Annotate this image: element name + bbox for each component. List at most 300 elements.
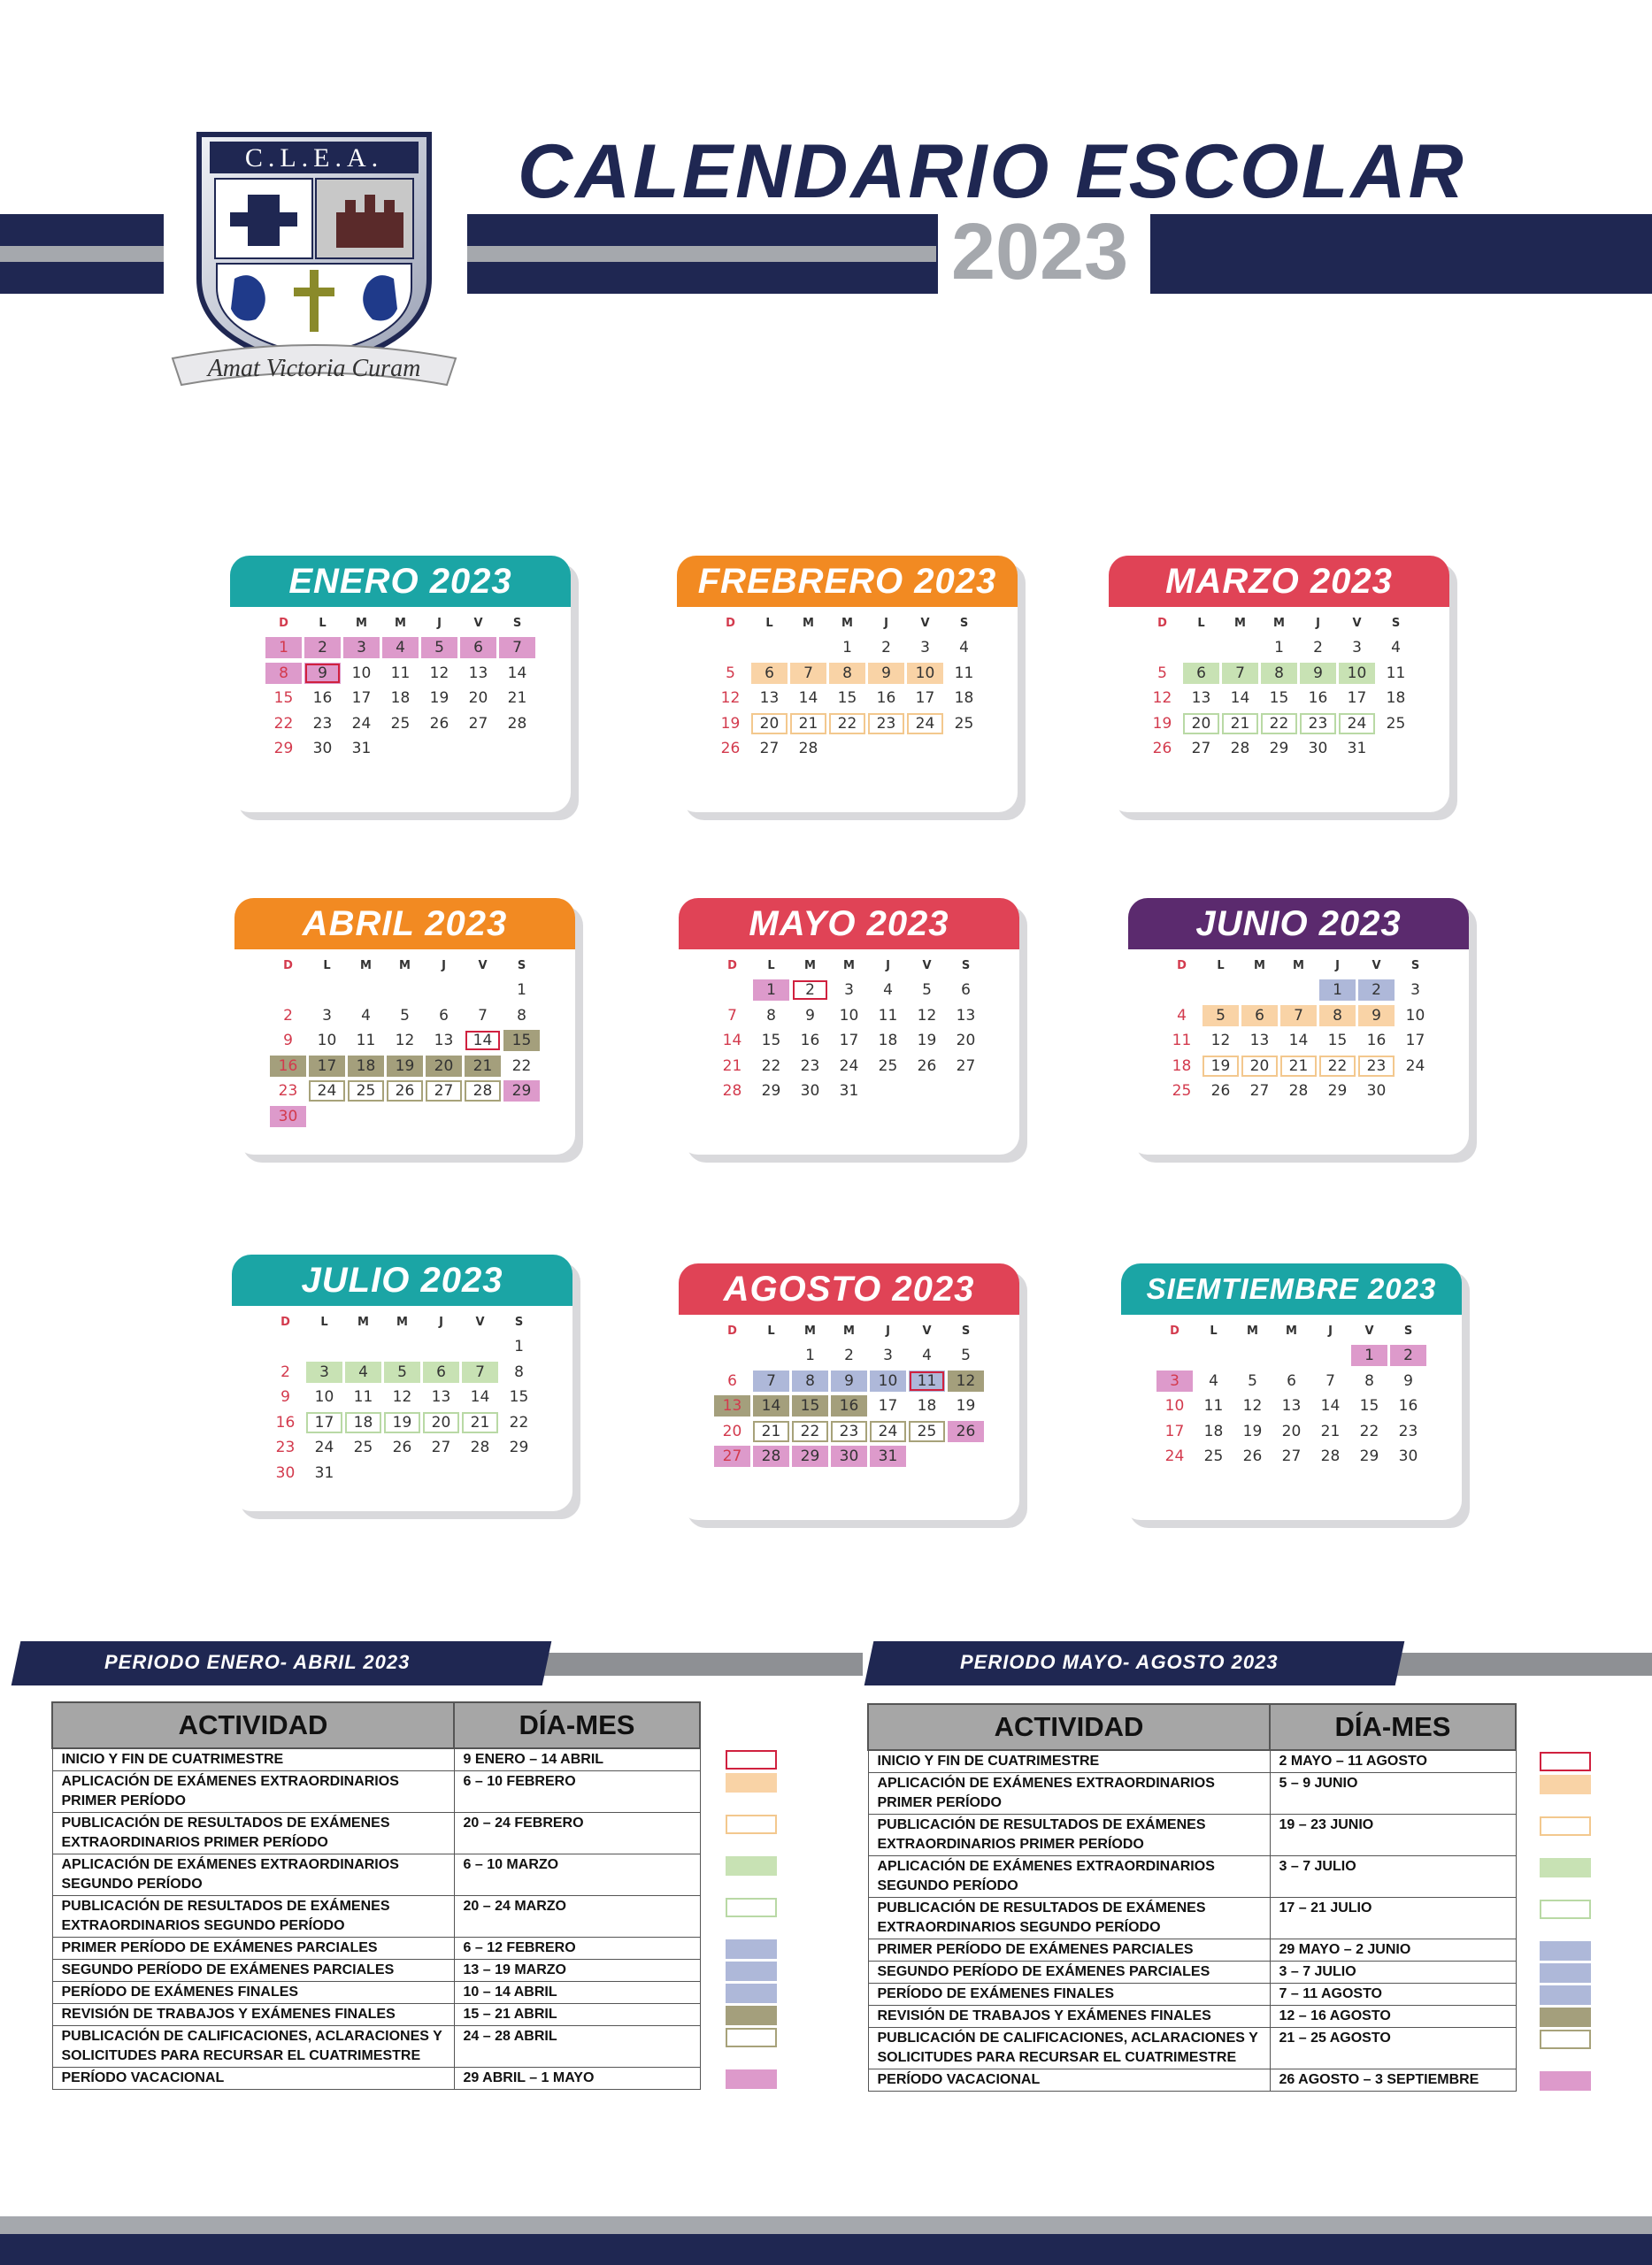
calendar-day: 30: [800, 1082, 820, 1101]
calendar-day: 17: [351, 689, 372, 708]
calendar-day: 30: [1398, 1447, 1418, 1466]
calendar-day: 12: [395, 1032, 415, 1050]
month-card: [1121, 1263, 1462, 1520]
weekday-label: M: [396, 1316, 408, 1329]
weekday-label: V: [473, 617, 483, 630]
calendar-day: 22: [1319, 1056, 1356, 1077]
calendar-day: 7: [1222, 663, 1258, 684]
table-row: [52, 2004, 700, 2026]
weekday-label: J: [1316, 617, 1320, 630]
calendar-day: 21: [1222, 713, 1258, 734]
activity-cell: PUBLICACIÓN DE RESULTADOS DE EXÁMENES EXTRAORDINARIOS SEGUNDO PERÍODO: [868, 1898, 1270, 1939]
calendar-day: 22: [761, 1056, 781, 1075]
legend-swatch: [726, 1856, 777, 1876]
weekday-label: S: [959, 617, 969, 630]
calendar-day: 22: [1359, 1422, 1379, 1440]
calendar-day: 17: [1164, 1422, 1185, 1440]
table-row: [868, 2006, 1516, 2028]
calendar-day: 30: [1366, 1082, 1387, 1101]
weekday-label: L: [767, 1324, 775, 1338]
table-row: [52, 1748, 700, 1771]
calendar-day: 2: [283, 1006, 293, 1025]
calendar-day: 17: [309, 1056, 345, 1077]
calendar-day: 10: [351, 664, 372, 682]
weekday-label: L: [1217, 959, 1225, 972]
date-cell: 6 – 10 MARZO: [454, 1854, 700, 1896]
table-row: [52, 1960, 700, 1982]
weekday-label: M: [1254, 959, 1265, 972]
weekday-label: J: [437, 617, 442, 630]
weekday-label: D: [726, 617, 735, 630]
footer-stripe: [0, 2216, 1652, 2234]
calendar-day: 25: [390, 714, 411, 733]
calendar-day: 23: [1300, 713, 1336, 734]
weekday-label: M: [1286, 1324, 1297, 1338]
calendar-day: 20: [426, 1056, 462, 1077]
date-cell: 12 – 16 AGOSTO: [1270, 2006, 1516, 2028]
calendar-day: 8: [1319, 1005, 1356, 1026]
calendar-day: 16: [1398, 1397, 1418, 1416]
calendar-day: 14: [722, 1032, 742, 1050]
calendar-day: 4: [1177, 1006, 1187, 1025]
calendar-day: 28: [465, 1080, 501, 1102]
activity-cell: APLICACIÓN DE EXÁMENES EXTRAORDINARIOS PRIMER PERÍODO: [868, 1773, 1270, 1815]
calendar-day: 9: [868, 663, 904, 684]
activity-cell: APLICACIÓN DE EXÁMENES EXTRAORDINARIOS SEGUNDO PERÍODO: [868, 1856, 1270, 1898]
weekday-label: S: [512, 617, 522, 630]
calendar-day: 12: [1152, 689, 1172, 708]
crest-initials: C.L.E.A.: [244, 143, 384, 173]
calendar-day: 30: [270, 1106, 306, 1127]
calendar-day: 1: [1274, 639, 1284, 656]
weekday-label: M: [843, 1324, 855, 1338]
calendar-day: 18: [1172, 1056, 1192, 1075]
calendar-day: 6: [439, 1006, 449, 1025]
table-row: [52, 2026, 700, 2068]
month-card: [1109, 556, 1449, 812]
calendar-day: 3: [1410, 981, 1420, 999]
calendar-day: 21: [1320, 1422, 1341, 1440]
calendar-day: 28: [753, 1446, 789, 1467]
calendar-day: 15: [761, 1032, 781, 1050]
legend-swatch: [1540, 1963, 1591, 1983]
calendar-day: 5: [1157, 664, 1167, 682]
calendar-day: 8: [265, 663, 302, 684]
calendar-day: 17: [839, 1032, 859, 1050]
calendar-day: 29: [273, 740, 294, 758]
activity-cell: PERÍODO DE EXÁMENES FINALES: [52, 1982, 454, 2004]
table-row: [868, 1815, 1516, 1856]
header-stripe-right: [467, 246, 936, 262]
calendar-day: 6: [1183, 663, 1219, 684]
weekday-label: J: [442, 959, 446, 972]
weekday-label: D: [283, 959, 293, 972]
weekday-label: M: [843, 959, 855, 972]
calendar-day: 10: [1339, 663, 1375, 684]
calendar-day: 26: [720, 740, 741, 758]
calendar-day: 13: [434, 1032, 454, 1050]
calendar-day: 16: [275, 1413, 296, 1432]
calendar-day: 25: [1386, 714, 1406, 733]
calendar-day: 20: [956, 1032, 976, 1050]
legend-swatch: [1540, 1941, 1591, 1961]
calendar-day: 14: [1320, 1397, 1341, 1416]
calendar-day: 17: [878, 1397, 898, 1416]
calendar-day: 23: [868, 713, 904, 734]
calendar-day: 24: [1405, 1056, 1425, 1075]
calendar-day: 15: [509, 1388, 529, 1407]
weekday-label: L: [320, 1316, 328, 1329]
calendar-day: 21: [1280, 1056, 1317, 1077]
calendar-day: 10: [839, 1006, 859, 1025]
legend-swatch: [726, 2006, 777, 2025]
calendar-day: 29: [1327, 1082, 1348, 1101]
date-cell: 29 MAYO – 2 JUNIO: [1270, 1939, 1516, 1962]
weekday-label: D: [727, 1324, 737, 1338]
calendar-day: 5: [400, 1006, 410, 1025]
calendar-day: 24: [314, 1439, 334, 1457]
calendar-day: 2: [881, 639, 891, 656]
month-card: [232, 1255, 572, 1511]
weekday-label: M: [1234, 617, 1246, 630]
month-title: MARZO 2023: [1109, 556, 1449, 607]
table-row: [868, 1962, 1516, 1984]
month-card: [1128, 898, 1469, 1155]
weekday-label: J: [439, 1316, 443, 1329]
weekday-label: D: [1157, 617, 1167, 630]
date-cell: 15 – 21 ABRIL: [454, 2004, 700, 2026]
weekday-label: S: [517, 959, 526, 972]
activity-cell: SEGUNDO PERÍODO DE EXÁMENES PARCIALES: [868, 1962, 1270, 1984]
calendar-day: 31: [839, 1082, 859, 1101]
calendar-day: 13: [1281, 1397, 1302, 1416]
weekday-label: S: [1391, 617, 1401, 630]
calendar-day: 15: [273, 689, 294, 708]
calendar-day: 30: [1308, 740, 1328, 758]
calendar-day: 26: [392, 1439, 412, 1457]
calendar-day: 14: [465, 1030, 501, 1051]
date-cell: 20 – 24 FEBRERO: [454, 1813, 700, 1854]
calendar-day: 20: [468, 689, 488, 708]
legend-swatch: [1540, 1752, 1591, 1771]
weekday-label: M: [1247, 1324, 1258, 1338]
calendar-day: 1: [753, 979, 789, 1001]
table-row: [52, 1938, 700, 1960]
calendar-day: 31: [870, 1446, 906, 1467]
calendar-day: 11: [878, 1006, 898, 1025]
calendar-day: 12: [392, 1388, 412, 1407]
date-cell: 3 – 7 JULIO: [1270, 1856, 1516, 1898]
calendar-day: 16: [800, 1032, 820, 1050]
table-row: [52, 2068, 700, 2090]
calendar-day: 4: [1391, 639, 1401, 656]
table-row: [868, 1939, 1516, 1962]
calendar-day: 13: [431, 1388, 451, 1407]
calendar-day: 14: [753, 1395, 789, 1417]
calendar-day: 2: [1390, 1345, 1426, 1366]
weekday-label: D: [279, 617, 288, 630]
calendar-day: 23: [275, 1439, 296, 1457]
calendar-day: 14: [798, 689, 818, 708]
calendar-day: 5: [421, 637, 457, 658]
date-cell: 24 – 28 ABRIL: [454, 2026, 700, 2068]
table-row: [868, 1984, 1516, 2006]
month-title: SIEMTIEMBRE 2023: [1121, 1263, 1462, 1315]
date-cell: 19 – 23 JUNIO: [1270, 1815, 1516, 1856]
calendar-day: 31: [314, 1464, 334, 1482]
weekday-label: V: [920, 617, 930, 630]
calendar-day: 5: [1248, 1371, 1257, 1390]
table-row: [52, 1813, 700, 1854]
calendar-day: 27: [426, 1080, 462, 1102]
calendar-day: 20: [722, 1422, 742, 1440]
legend-swatch: [726, 2069, 777, 2089]
weekday-label: M: [1273, 617, 1285, 630]
calendar-day: 7: [1325, 1371, 1335, 1390]
activity-cell: INICIO Y FIN DE CUATRIMESTRE: [868, 1750, 1270, 1773]
legend-swatch: [1540, 1858, 1591, 1877]
calendar-day: 3: [920, 639, 930, 656]
weekday-label: M: [1293, 959, 1304, 972]
legend-swatch: [726, 1984, 777, 2003]
calendar-day: 7: [462, 1362, 498, 1383]
calendar-day: 21: [790, 713, 826, 734]
calendar-day: 8: [1261, 663, 1297, 684]
calendar-day: 23: [1398, 1422, 1418, 1440]
calendar-day: 3: [1156, 1371, 1193, 1392]
date-cell: 6 – 12 FEBRERO: [454, 1938, 700, 1960]
calendar-day: 10: [1164, 1397, 1185, 1416]
calendar-day: 31: [1347, 740, 1367, 758]
calendar-day: 24: [309, 1080, 345, 1102]
weekday-label: S: [1410, 959, 1420, 972]
calendar-day: 11: [954, 664, 974, 682]
table-row: [868, 2069, 1516, 2092]
calendar-day: 6: [961, 981, 971, 999]
calendar-day: 26: [1152, 740, 1172, 758]
calendar-day: 28: [798, 740, 818, 758]
period-title-left: PERIODO ENERO- ABRIL 2023: [104, 1651, 411, 1673]
calendar-day: 22: [509, 1413, 529, 1432]
legend-swatch: [1540, 1900, 1591, 1919]
calendar-day: 3: [1352, 639, 1362, 656]
weekday-label: V: [922, 959, 932, 972]
calendar-day: 8: [514, 1363, 524, 1381]
calendar-day: 7: [727, 1006, 737, 1025]
calendar-day: 17: [1347, 689, 1367, 708]
weekday-label: V: [1352, 617, 1362, 630]
calendar-day: 4: [922, 1347, 932, 1364]
activity-cell: PUBLICACIÓN DE CALIFICACIONES, ACLARACIONES Y SOLICITUDES PARA RECURSAR EL CUATRIMESTRE: [868, 2028, 1270, 2069]
date-cell: 9 ENERO – 14 ABRIL: [454, 1748, 700, 1771]
calendar-day: 18: [878, 1032, 898, 1050]
calendar-day: 3: [306, 1362, 342, 1383]
calendar-day: 21: [722, 1056, 742, 1075]
calendar-day: 14: [1230, 689, 1250, 708]
calendar-day: 9: [1403, 1371, 1413, 1390]
weekday-label: J: [1335, 959, 1340, 972]
calendar-day: 7: [790, 663, 826, 684]
calendar-day: 16: [1308, 689, 1328, 708]
calendar-day: 15: [792, 1395, 828, 1417]
calendar-day: 11: [1203, 1397, 1224, 1416]
calendar-day: 28: [507, 714, 527, 733]
calendar-day: 10: [1405, 1006, 1425, 1025]
calendar-day: 4: [959, 639, 969, 656]
activity-cell: PUBLICACIÓN DE RESULTADOS DE EXÁMENES EXTRAORDINARIOS SEGUNDO PERÍODO: [52, 1896, 454, 1938]
legend-swatch: [726, 1939, 777, 1959]
calendar-day: 19: [1203, 1056, 1239, 1077]
calendar-day: 29: [761, 1082, 781, 1101]
calendar-day: 4: [1209, 1371, 1218, 1390]
weekday-label: M: [803, 617, 814, 630]
calendar-day: 19: [1242, 1422, 1263, 1440]
calendar-day: 18: [345, 1412, 381, 1433]
calendar-day: 27: [1249, 1082, 1270, 1101]
calendar-day: 15: [837, 689, 857, 708]
table-row: [52, 1854, 700, 1896]
calendar-day: 1: [1351, 1345, 1387, 1366]
period-stripe-left: [531, 1653, 863, 1676]
calendar-day: 27: [468, 714, 488, 733]
calendar-day: 29: [509, 1439, 529, 1457]
calendar-day: 21: [462, 1412, 498, 1433]
calendar-day: 25: [954, 714, 974, 733]
calendar-day: 28: [470, 1439, 490, 1457]
calendar-day: 24: [870, 1421, 906, 1442]
calendar-day: 12: [429, 664, 449, 682]
calendar-day: 14: [470, 1388, 490, 1407]
calendar-day: 2: [792, 979, 828, 1001]
calendar-day: 29: [503, 1080, 540, 1102]
date-cell: 13 – 19 MARZO: [454, 1960, 700, 1982]
calendar-day: 19: [1152, 714, 1172, 733]
calendar-day: 18: [917, 1397, 937, 1416]
legend-swatch: [1540, 1816, 1591, 1836]
date-cell: 6 – 10 FEBRERO: [454, 1771, 700, 1813]
calendar-day: 7: [753, 1371, 789, 1392]
activity-cell: REVISIÓN DE TRABAJOS Y EXÁMENES FINALES: [52, 2004, 454, 2026]
weekday-label: J: [1328, 1324, 1333, 1338]
month-title: FREBRERO 2023: [677, 556, 1018, 607]
calendar-day: 13: [714, 1395, 750, 1417]
table-row: [868, 1750, 1516, 1773]
calendar-day: 26: [387, 1080, 423, 1102]
month-card: [230, 556, 571, 812]
calendar-day: 5: [922, 981, 932, 999]
calendar-day: 17: [915, 689, 935, 708]
activity-cell: REVISIÓN DE TRABAJOS Y EXÁMENES FINALES: [868, 2006, 1270, 2028]
weekday-label: S: [961, 1324, 971, 1338]
weekday-label: L: [1197, 617, 1205, 630]
calendar-day: 24: [351, 714, 372, 733]
calendar-day: 2: [1313, 639, 1323, 656]
calendar-day: 13: [1191, 689, 1211, 708]
calendar-day: 28: [1288, 1082, 1309, 1101]
calendar-day: 9: [1358, 1005, 1395, 1026]
calendar-day: 8: [792, 1371, 828, 1392]
calendar-day: 17: [1405, 1032, 1425, 1050]
calendar-day: 24: [1339, 713, 1375, 734]
weekday-label: M: [804, 1324, 816, 1338]
weekday-label: V: [478, 959, 488, 972]
table-row: [52, 1771, 700, 1813]
table-row: [52, 1982, 700, 2004]
calendar-day: 29: [792, 1446, 828, 1467]
activity-cell: PRIMER PERÍODO DE EXÁMENES PARCIALES: [868, 1939, 1270, 1962]
page-title: CALENDARIO ESCOLAR: [518, 129, 1466, 214]
calendar-day: 19: [956, 1397, 976, 1416]
calendar-day: 6: [460, 637, 496, 658]
weekday-label: M: [804, 959, 816, 972]
calendar-day: 20: [1281, 1422, 1302, 1440]
calendar-day: 19: [384, 1412, 420, 1433]
calendar-day: 12: [948, 1371, 984, 1392]
activity-table: [51, 1701, 701, 2090]
calendar-day: 18: [390, 689, 411, 708]
weekday-label: L: [1210, 1324, 1218, 1338]
calendar-day: 22: [1261, 713, 1297, 734]
calendar-day: 20: [1183, 713, 1219, 734]
table-row: [868, 1898, 1516, 1939]
calendar-day: 24: [907, 713, 943, 734]
weekday-label: J: [886, 959, 890, 972]
calendar-day: 26: [1242, 1447, 1263, 1466]
calendar-day: 11: [909, 1371, 945, 1392]
calendar-day: 12: [720, 689, 741, 708]
calendar-day: 7: [478, 1006, 488, 1025]
column-header-activity: ACTIVIDAD: [868, 1704, 1270, 1750]
weekday-label: V: [1372, 959, 1381, 972]
calendar-day: 17: [306, 1412, 342, 1433]
calendar-day: 5: [961, 1347, 971, 1364]
activity-cell: PERÍODO VACACIONAL: [52, 2068, 454, 2090]
period-title-right: PERIODO MAYO- AGOSTO 2023: [960, 1651, 1279, 1673]
calendar-day: 26: [1210, 1082, 1231, 1101]
date-cell: 29 ABRIL – 1 MAYO: [454, 2068, 700, 2090]
calendar-day: 23: [312, 714, 333, 733]
legend-swatch: [726, 1898, 777, 1917]
legend-swatch: [726, 2028, 777, 2047]
calendar-day: 3: [883, 1347, 893, 1364]
calendar-day: 22: [511, 1056, 532, 1075]
calendar-day: 14: [507, 664, 527, 682]
calendar-day: 28: [1230, 740, 1250, 758]
weekday-label: M: [356, 617, 367, 630]
calendar-day: 29: [1359, 1447, 1379, 1466]
calendar-day: 10: [314, 1388, 334, 1407]
period-stripe-right: [1385, 1653, 1652, 1676]
activity-cell: APLICACIÓN DE EXÁMENES EXTRAORDINARIOS PRIMER PERÍODO: [52, 1771, 454, 1813]
date-cell: 26 AGOSTO – 3 SEPTIEMBRE: [1270, 2069, 1516, 2092]
month-card: [679, 898, 1019, 1155]
date-cell: 21 – 25 AGOSTO: [1270, 2028, 1516, 2069]
calendar-day: 20: [423, 1412, 459, 1433]
calendar-day: 23: [1358, 1056, 1395, 1077]
calendar-day: 8: [517, 1006, 526, 1025]
column-header-activity: ACTIVIDAD: [52, 1702, 454, 1748]
calendar-day: 14: [1288, 1032, 1309, 1050]
date-cell: 7 – 11 AGOSTO: [1270, 1984, 1516, 2006]
calendar-day: 10: [907, 663, 943, 684]
calendar-day: 24: [1164, 1447, 1185, 1466]
calendar-day: 6: [423, 1362, 459, 1383]
calendar-day: 15: [1327, 1032, 1348, 1050]
weekday-label: V: [922, 1324, 932, 1338]
header-stripe-left: [0, 246, 164, 262]
calendar-day: 4: [382, 637, 419, 658]
table-row: [868, 1773, 1516, 1815]
